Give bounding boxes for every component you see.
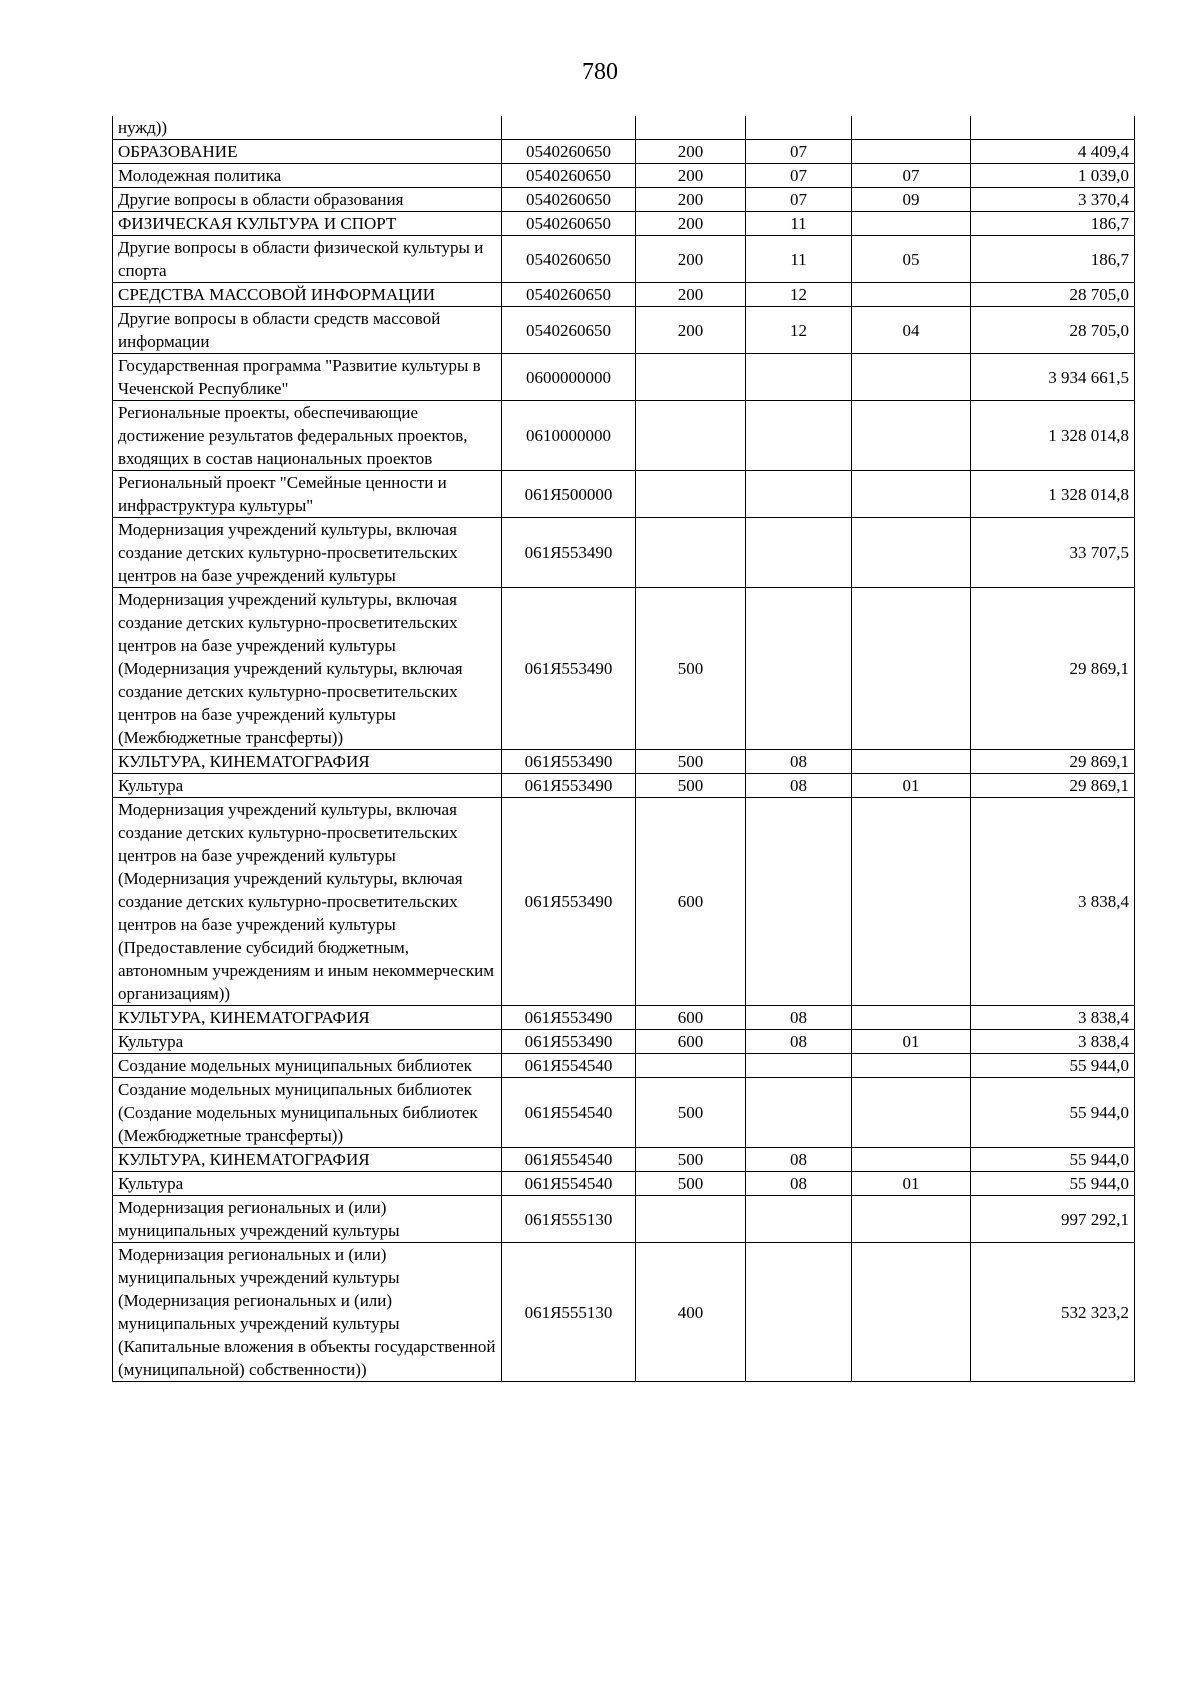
cell-target-code: 061Я553490	[502, 588, 636, 750]
cell-name: Создание модельных муниципальных библиотек (Создание модельных муниципальных библиотек (Межбюджетные трансферты))	[113, 1078, 502, 1148]
cell-section	[746, 518, 852, 588]
cell-expense-type: 600	[636, 798, 746, 1006]
cell-expense-type: 600	[636, 1006, 746, 1030]
table-row	[113, 774, 1135, 798]
cell-subsection: 04	[852, 307, 971, 354]
cell-expense-type: 200	[636, 164, 746, 188]
cell-subsection	[852, 140, 971, 164]
cell-target-code: 061Я554540	[502, 1054, 636, 1078]
cell-section: 08	[746, 774, 852, 798]
cell-subsection	[852, 354, 971, 401]
table-row	[113, 401, 1135, 471]
cell-section: 07	[746, 140, 852, 164]
table-body	[113, 116, 1135, 1382]
cell-section: 11	[746, 212, 852, 236]
cell-name: Модернизация учреждений культуры, включая создание детских культурно-просветительских центров на базе учреждений культуры (Модернизация учреждений культуры, включая создание детских культурно-просветительских центров на базе учреждений культуры (Предоставление субсидий бюджетным, автономным учреждениям и иным некоммерческим организациям))	[113, 798, 502, 1006]
cell-section: 12	[746, 307, 852, 354]
cell-expense-type: 200	[636, 140, 746, 164]
cell-name: Модернизация региональных и (или) муниципальных учреждений культуры	[113, 1196, 502, 1243]
cell-name: Региональные проекты, обеспечивающие достижение результатов федеральных проектов, входящих в состав национальных проектов	[113, 401, 502, 471]
cell-section	[746, 116, 852, 140]
cell-amount: 29 869,1	[971, 750, 1135, 774]
cell-name: Культура	[113, 1172, 502, 1196]
cell-subsection: 01	[852, 774, 971, 798]
table-row	[113, 1196, 1135, 1243]
cell-subsection	[852, 1054, 971, 1078]
cell-section	[746, 588, 852, 750]
cell-target-code: 061Я554540	[502, 1172, 636, 1196]
table-row	[113, 1030, 1135, 1054]
cell-subsection	[852, 588, 971, 750]
cell-subsection: 01	[852, 1172, 971, 1196]
table-row	[113, 1243, 1135, 1382]
cell-expense-type: 500	[636, 774, 746, 798]
cell-subsection	[852, 1006, 971, 1030]
cell-name: Региональный проект "Семейные ценности и инфраструктура культуры"	[113, 471, 502, 518]
cell-expense-type: 500	[636, 1078, 746, 1148]
cell-amount: 997 292,1	[971, 1196, 1135, 1243]
cell-name: ФИЗИЧЕСКАЯ КУЛЬТУРА И СПОРТ	[113, 212, 502, 236]
cell-expense-type	[636, 1054, 746, 1078]
cell-name: СРЕДСТВА МАССОВОЙ ИНФОРМАЦИИ	[113, 283, 502, 307]
cell-expense-type	[636, 354, 746, 401]
cell-expense-type	[636, 518, 746, 588]
cell-subsection	[852, 212, 971, 236]
cell-target-code: 0540260650	[502, 283, 636, 307]
cell-amount: 55 944,0	[971, 1172, 1135, 1196]
table-row	[113, 1148, 1135, 1172]
cell-subsection	[852, 518, 971, 588]
cell-section: 08	[746, 1148, 852, 1172]
cell-target-code: 061Я553490	[502, 1006, 636, 1030]
cell-name: Другие вопросы в области средств массовой информации	[113, 307, 502, 354]
cell-expense-type: 200	[636, 236, 746, 283]
cell-expense-type: 500	[636, 588, 746, 750]
table-row	[113, 1006, 1135, 1030]
cell-section: 08	[746, 1030, 852, 1054]
table-row	[113, 140, 1135, 164]
cell-target-code: 0540260650	[502, 212, 636, 236]
cell-section: 08	[746, 1006, 852, 1030]
cell-amount: 29 869,1	[971, 774, 1135, 798]
cell-name: Культура	[113, 1030, 502, 1054]
table-row	[113, 798, 1135, 1006]
table-row	[113, 1054, 1135, 1078]
cell-name: Модернизация учреждений культуры, включая создание детских культурно-просветительских центров на базе учреждений культуры (Модернизация учреждений культуры, включая создание детских культурно-просветительских центров на базе учреждений культуры (Межбюджетные трансферты))	[113, 588, 502, 750]
cell-amount: 186,7	[971, 212, 1135, 236]
cell-amount: 4 409,4	[971, 140, 1135, 164]
cell-amount: 1 039,0	[971, 164, 1135, 188]
cell-expense-type: 500	[636, 1172, 746, 1196]
cell-expense-type	[636, 1196, 746, 1243]
cell-expense-type: 500	[636, 1148, 746, 1172]
cell-subsection	[852, 1148, 971, 1172]
cell-subsection	[852, 283, 971, 307]
cell-amount: 55 944,0	[971, 1078, 1135, 1148]
cell-expense-type: 600	[636, 1030, 746, 1054]
cell-amount: 3 370,4	[971, 188, 1135, 212]
cell-target-code: 0600000000	[502, 354, 636, 401]
table-row	[113, 164, 1135, 188]
cell-subsection: 01	[852, 1030, 971, 1054]
cell-target-code: 061Я553490	[502, 798, 636, 1006]
cell-amount: 3 838,4	[971, 1006, 1135, 1030]
cell-amount: 1 328 014,8	[971, 471, 1135, 518]
cell-target-code: 061Я553490	[502, 1030, 636, 1054]
cell-name: Молодежная политика	[113, 164, 502, 188]
cell-section	[746, 1054, 852, 1078]
cell-target-code: 061Я555130	[502, 1243, 636, 1382]
cell-section: 07	[746, 164, 852, 188]
cell-target-code	[502, 116, 636, 140]
cell-expense-type: 200	[636, 212, 746, 236]
cell-name: Культура	[113, 774, 502, 798]
cell-name: Создание модельных муниципальных библиотек	[113, 1054, 502, 1078]
cell-target-code: 061Я554540	[502, 1078, 636, 1148]
cell-expense-type: 200	[636, 283, 746, 307]
table-row	[113, 212, 1135, 236]
cell-name: Государственная программа "Развитие культуры в Чеченской Республике"	[113, 354, 502, 401]
cell-amount: 1 328 014,8	[971, 401, 1135, 471]
cell-expense-type	[636, 116, 746, 140]
table-row	[113, 354, 1135, 401]
cell-subsection	[852, 750, 971, 774]
table-row	[113, 518, 1135, 588]
cell-section	[746, 354, 852, 401]
cell-section: 07	[746, 188, 852, 212]
cell-name: КУЛЬТУРА, КИНЕМАТОГРАФИЯ	[113, 1006, 502, 1030]
cell-amount: 186,7	[971, 236, 1135, 283]
cell-amount: 28 705,0	[971, 307, 1135, 354]
cell-amount: 55 944,0	[971, 1054, 1135, 1078]
cell-section	[746, 1196, 852, 1243]
cell-section: 08	[746, 1172, 852, 1196]
table-row	[113, 283, 1135, 307]
cell-expense-type	[636, 401, 746, 471]
table-row	[113, 750, 1135, 774]
cell-target-code: 061Я553490	[502, 750, 636, 774]
table-row	[113, 588, 1135, 750]
cell-target-code: 061Я554540	[502, 1148, 636, 1172]
cell-subsection	[852, 798, 971, 1006]
cell-name: Другие вопросы в области образования	[113, 188, 502, 212]
cell-section	[746, 471, 852, 518]
cell-name: КУЛЬТУРА, КИНЕМАТОГРАФИЯ	[113, 750, 502, 774]
cell-name: Другие вопросы в области физической культуры и спорта	[113, 236, 502, 283]
cell-target-code: 0540260650	[502, 164, 636, 188]
table-row	[113, 188, 1135, 212]
cell-target-code: 061Я555130	[502, 1196, 636, 1243]
table-row	[113, 1172, 1135, 1196]
cell-subsection: 05	[852, 236, 971, 283]
cell-section	[746, 401, 852, 471]
table-row	[113, 1078, 1135, 1148]
cell-amount: 28 705,0	[971, 283, 1135, 307]
cell-subsection	[852, 1196, 971, 1243]
cell-expense-type: 500	[636, 750, 746, 774]
cell-section: 11	[746, 236, 852, 283]
cell-expense-type: 400	[636, 1243, 746, 1382]
cell-amount: 532 323,2	[971, 1243, 1135, 1382]
cell-subsection	[852, 401, 971, 471]
cell-subsection	[852, 1078, 971, 1148]
cell-amount: 33 707,5	[971, 518, 1135, 588]
cell-expense-type: 200	[636, 307, 746, 354]
table-row	[113, 236, 1135, 283]
cell-section: 12	[746, 283, 852, 307]
cell-amount	[971, 116, 1135, 140]
cell-name: Модернизация учреждений культуры, включая создание детских культурно-просветительских центров на базе учреждений культуры	[113, 518, 502, 588]
cell-name: ОБРАЗОВАНИЕ	[113, 140, 502, 164]
table-row	[113, 116, 1135, 140]
cell-section: 08	[746, 750, 852, 774]
table-row	[113, 307, 1135, 354]
cell-target-code: 061Я553490	[502, 774, 636, 798]
cell-target-code: 0540260650	[502, 140, 636, 164]
cell-subsection	[852, 116, 971, 140]
cell-amount: 29 869,1	[971, 588, 1135, 750]
table-row	[113, 471, 1135, 518]
cell-target-code: 0610000000	[502, 401, 636, 471]
cell-section	[746, 1243, 852, 1382]
cell-target-code: 0540260650	[502, 236, 636, 283]
cell-section	[746, 798, 852, 1006]
cell-amount: 3 934 661,5	[971, 354, 1135, 401]
cell-target-code: 0540260650	[502, 188, 636, 212]
budget-table	[112, 116, 1135, 1382]
cell-target-code: 061Я553490	[502, 518, 636, 588]
cell-expense-type	[636, 471, 746, 518]
cell-subsection	[852, 471, 971, 518]
cell-target-code: 0540260650	[502, 307, 636, 354]
cell-subsection	[852, 1243, 971, 1382]
cell-name: нужд))	[113, 116, 502, 140]
cell-amount: 3 838,4	[971, 798, 1135, 1006]
cell-amount: 3 838,4	[971, 1030, 1135, 1054]
cell-name: Модернизация региональных и (или) муниципальных учреждений культуры (Модернизация региональных и (или) муниципальных учреждений культуры (Капитальные вложения в объекты государственной (муниципальной) собственности))	[113, 1243, 502, 1382]
cell-subsection: 07	[852, 164, 971, 188]
cell-name: КУЛЬТУРА, КИНЕМАТОГРАФИЯ	[113, 1148, 502, 1172]
cell-amount: 55 944,0	[971, 1148, 1135, 1172]
page-number: 780	[582, 59, 618, 85]
cell-target-code: 061Я500000	[502, 471, 636, 518]
cell-expense-type: 200	[636, 188, 746, 212]
cell-subsection: 09	[852, 188, 971, 212]
cell-section	[746, 1078, 852, 1148]
